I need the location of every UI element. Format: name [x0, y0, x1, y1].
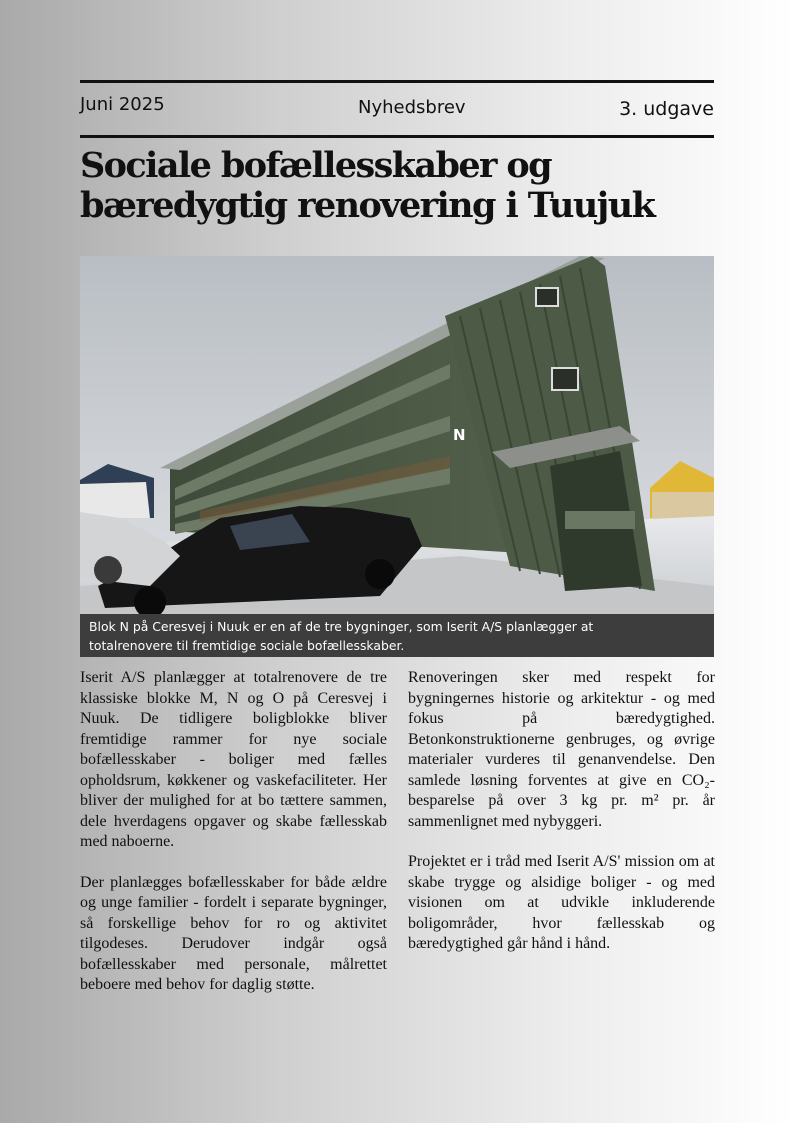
issue-date: Juni 2025 [80, 94, 165, 115]
building-photo [80, 256, 714, 614]
caption-line-2: totalrenovere til fremtidige sociale bofællesskaber. [89, 638, 405, 653]
edition-label: 3. udgave [619, 98, 714, 120]
photo-caption [80, 614, 714, 657]
newsletter-label: Nyhedsbrev [358, 97, 466, 118]
article-column-left [80, 668, 387, 1016]
article-title [80, 146, 720, 226]
article-column-right [408, 668, 715, 975]
article-paragraph: Der planlægges bofællesskaber for både ældre og unge familier - fordelt i separate bygninger, så forskellige behov for ro og aktivitet tilgodeses. Derudover indgår også bofællesskaber med personale, målrettet beboere med behov for daglig støtte. [80, 873, 387, 993]
article-paragraph: Projektet er i tråd med Iserit A/S' mission om at skabe trygge og alsidige boliger - og med visionen om at udvikle inkluderende boligområder, hvor fællesskab og bæredygtighed går hånd i hånd. [408, 853, 715, 952]
top-rule [80, 80, 714, 83]
building-photo-illustration [80, 256, 714, 614]
article-paragraph: Iserit A/S planlægger at totalrenovere de tre klassiske blokke M, N og O på Ceresvej i Nuuk. De tidligere boligblokke bliver fremtidige rammer for nye sociale bofællesskaber - boliger med fælles opholdsrum, køkkener og vaskefaciliteter. Her bliver der mulighed for at bo tættere sammen, dele hverdagens opgaver og skabe fællesskab med naboerne. [80, 669, 387, 850]
title-line-1: Sociale bofællesskaber og [80, 145, 552, 186]
title-line-2: bæredygtig renovering i Tuujuk [80, 185, 655, 226]
building-letter: N [453, 426, 466, 444]
caption-line-1: Blok N på Ceresvej i Nuuk er en af de tre bygninger, som Iserit A/S planlægger at [89, 619, 594, 634]
header-bottom-rule [80, 135, 714, 138]
article-paragraph: Renoveringen sker med respekt for bygningernes historie og arkitektur - og med fokus på bæredygtighed. Betonkonstruktionerne genbruges, og øvrige materialer vurderes til genanvendelse. Den samlede løsning forventes at give en CO₂-besparelse på over 3 kg pr. m² pr. år sammenlignet med nybyggeri. [408, 669, 715, 830]
